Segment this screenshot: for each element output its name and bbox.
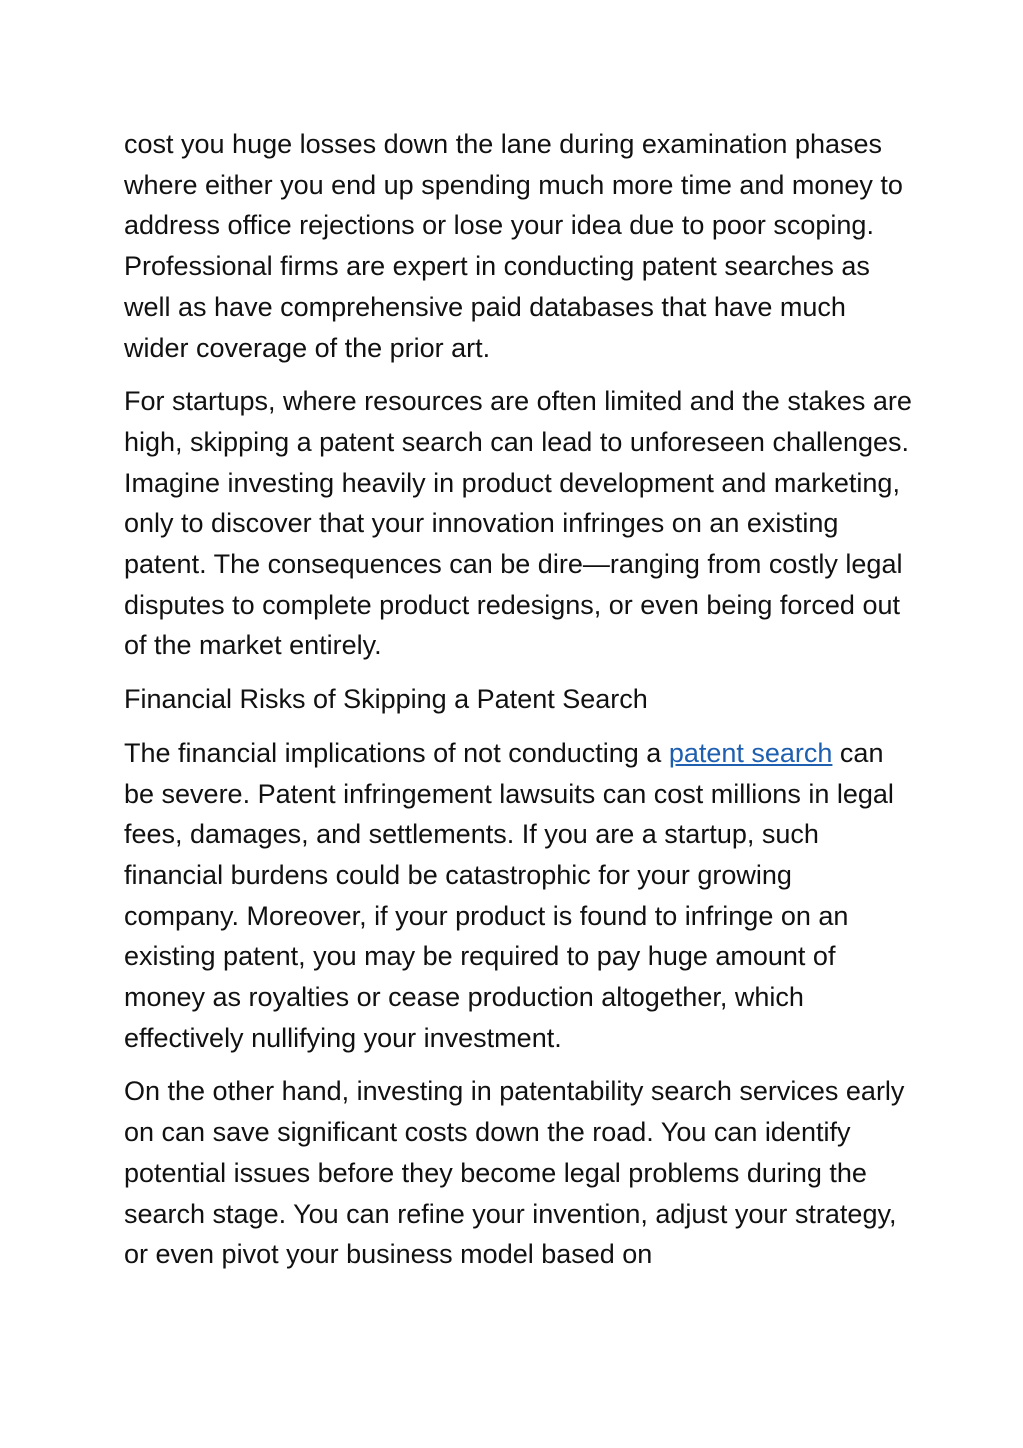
paragraph-examination-costs: cost you huge losses down the lane during examination phases where either you end up spending much more time and money to address office rejections or lose your idea due to poor scoping. Professional firms are expert in conducting patent searches as well as have comprehensive paid databases that have much wider coverage of the prior art. (124, 129, 903, 363)
paragraph-text-after-link: can be severe. Patent infringement lawsuits can cost millions in legal fees, damages, and settlements. If you are a startup, such financial burdens could be catastrophic for your growing company. Moreover, if your product is found to infringe on an existing patent, you may be required to pay huge amount of money as royalties or cease production altogether, which effectively nullifying your investment. (124, 737, 894, 1053)
paragraph-text-before-link: The financial implications of not conducting a (124, 737, 669, 768)
patent-search-link[interactable]: patent search (668, 737, 833, 768)
paragraph-startups: For startups, where resources are often limited and the stakes are high, skipping a patent search can lead to unforeseen challenges. Imagine investing heavily in product development and marketing, only to discover that your innovation infringes on an existing patent. The consequences can be dire—ranging from costly legal disputes to complete product redesigns, or even being forced out of the market entirely. (124, 386, 912, 661)
section-heading: Financial Risks of Skipping a Patent Search (124, 684, 648, 715)
paragraph-financial-implications (124, 733, 914, 1059)
document-page (124, 124, 914, 1288)
paragraph-investing-search: On the other hand, investing in patentability search services early on can save significant costs down the road. You can identify potential issues before they become legal problems during the search stage. You can refine your invention, adjust your strategy, or even pivot your business model based on (124, 1076, 905, 1270)
